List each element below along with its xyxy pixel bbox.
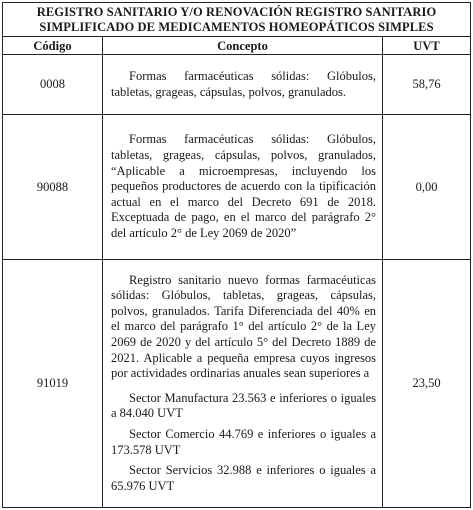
concept-paragraph: Formas farmacéuticas sólidas: Glóbulos, tabletas, grageas, cápsulas, polvos, granulados, “Aplicable a microempresas, incluyendo los pequeños productores de acuerdo con la tipificación actual en el marco del Decreto 691 de 2018. Exceptuada de pago, en el marco del parágrafo 2° del artículo 2° de Ley 2069 de 2020”	[111, 132, 376, 240]
uvt-cell: 0,00	[383, 115, 471, 260]
table-title-line-2: SIMPLIFICADO DE MEDICAMENTOS HOMEOPÁTICOS SIMPLES	[39, 19, 434, 34]
concept-paragraph: Sector Comercio 44.769 e inferiores o iguales a 173.578 UVT	[111, 426, 376, 457]
concept-cell	[103, 260, 383, 508]
concept-paragraph: Registro sanitario nuevo formas farmacéuticas sólidas: Glóbulos, tabletas, grageas, cápsulas, polvos, granulados. Tarifa Diferenciada del 40% en el marco del parágrafo 1° del artículo 2° de la Ley 2069 de 2020 y del artículo 5° del Decreto 1889 de 2021. Aplicable a pequeña empresa cuyos ingresos por actividades ordinarias anuales sean superiores a	[111, 272, 376, 381]
fee-table	[2, 2, 471, 508]
concept-cell	[103, 115, 383, 260]
table-row	[3, 55, 471, 115]
concept-paragraph: Sector Servicios 32.988 e inferiores o iguales a 65.976 UVT	[111, 463, 376, 493]
table-title-line-1: REGISTRO SANITARIO Y/O RENOVACIÓN REGISTRO SANITARIO	[36, 4, 437, 19]
table-title-row	[3, 3, 471, 37]
header-code: Código	[3, 37, 103, 55]
concept-paragraph: Sector Manufactura 23.563 e inferiores o iguales a 84.040 UVT	[111, 390, 376, 421]
concept-cell	[103, 55, 383, 115]
code-cell: 91019	[3, 260, 103, 508]
uvt-cell: 58,76	[383, 55, 471, 115]
table-row	[3, 115, 471, 260]
code-cell: 0008	[3, 55, 103, 115]
table-title	[3, 3, 471, 37]
table-header-row	[3, 37, 471, 55]
concept-paragraph: Formas farmacéuticas sólidas: Glóbulos, tabletas, grageas, cápsulas, polvos, granulados.	[111, 68, 376, 99]
code-cell: 90088	[3, 115, 103, 260]
table-row	[3, 260, 471, 508]
header-concept: Concepto	[103, 37, 383, 55]
header-uvt: UVT	[383, 37, 471, 55]
uvt-cell: 23,50	[383, 260, 471, 508]
